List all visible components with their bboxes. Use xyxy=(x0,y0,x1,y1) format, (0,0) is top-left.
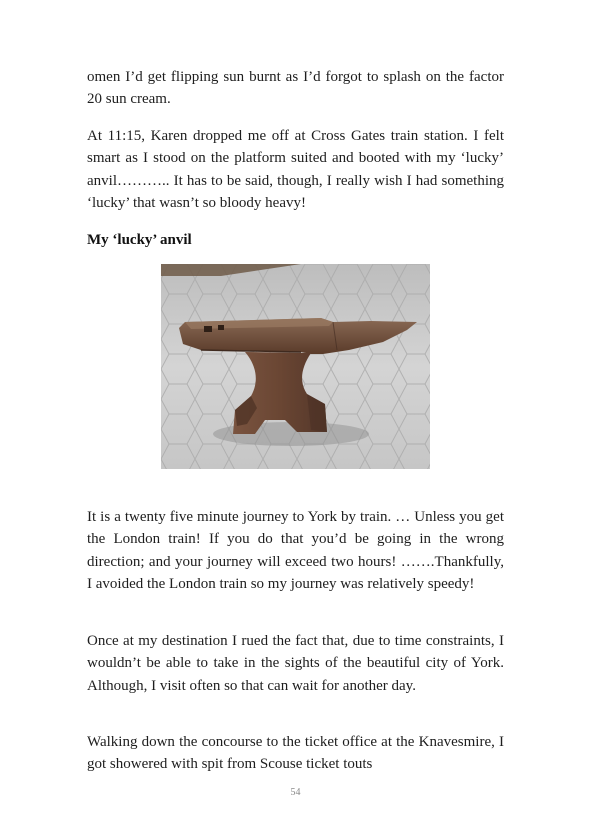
anvil-photo xyxy=(161,264,430,469)
paragraph-5: Walking down the concourse to the ticket office at the Knavesmire, I got showered with spit from Scouse ticket touts xyxy=(87,734,504,773)
paragraph-3: It is a twenty five minute journey to York by train. … Unless you get the London train! If you do that you’d be going in the wrong direction; and your journey will exceed two hours! …….Thankfully, I avoided the London train so my journey was relatively speedy! xyxy=(87,509,504,592)
paragraph-1: omen I’d get flipping sun burnt as I’d forgot to splash on the factor 20 sun cream. xyxy=(87,69,504,108)
page-number: 54 xyxy=(290,787,301,798)
paragraph-4: Once at my destination I rued the fact that, due to time constraints, I wouldn’t be able to take in the sights of the beautiful city of York. Although, I visit often so that can wait for another day. xyxy=(87,633,504,694)
paragraph-2: At 11:15, Karen dropped me off at Cross Gates train station. I felt smart as I stood on the platform suited and booted with my ‘lucky’ anvil……….. It has to be said, though, I really wish I had something ‘lucky’ that wasn’t so bloody heavy! xyxy=(87,128,504,211)
section-heading: My ‘lucky’ anvil xyxy=(87,232,192,248)
